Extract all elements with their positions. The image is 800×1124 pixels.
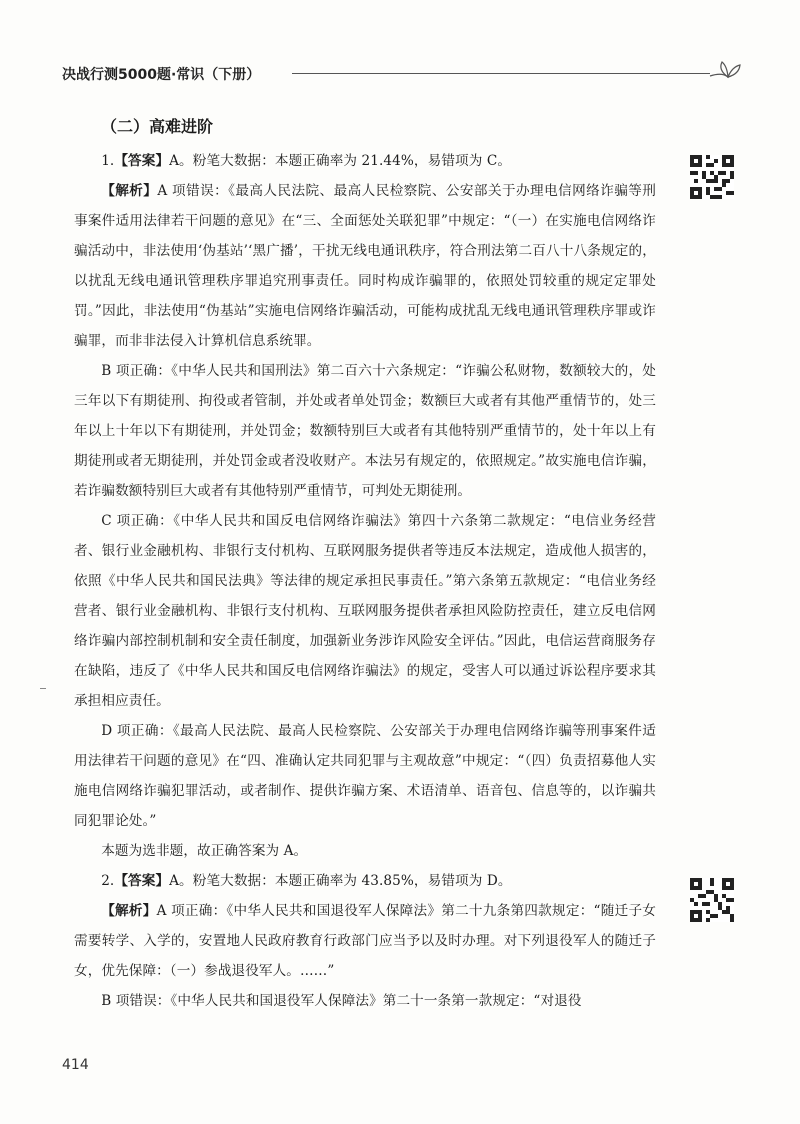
running-header — [60, 58, 750, 88]
q1-analysis-label: 【解析】 — [101, 183, 158, 199]
q1-answer-paragraph: 1.【答案】A。粉笔大数据：本题正确率为 21.44%，易错项为 C。 — [101, 153, 512, 169]
margin-mark — [40, 688, 46, 689]
q2-answer-label: 【答案】 — [114, 873, 170, 889]
header-title: 决战行测5000题·常识（下册） — [62, 67, 261, 83]
sprout-icon — [708, 58, 748, 84]
answer-content — [74, 146, 656, 1016]
q1-paragraph-b: B 项正确：《中华人民共和国刑法》第二百六十六条规定：“诈骗公私财物，数额较大的，处三年以下有期徒刑、拘役或者管制，并处或者单处罚金；数额巨大或者有其他严重情节的，处三年以上十年以下有期徒刑，并处罚金；数额特别巨大或者有其他特别严重情节的，处十年以上有期徒刑或者无期徒刑，并处罚金或者没收财产。本法另有规定的，依照规定。”故实施电信诈骗，若诈骗数额特别巨大或者有其他特别严重情节，可判处无期徒刑。 — [74, 363, 656, 499]
q2-answer-text: A。粉笔大数据：本题正确率为 43.85%，易错项为 D。 — [169, 873, 512, 889]
section-title: （二）高难进阶 — [101, 117, 214, 136]
qr-code-icon-q1[interactable] — [690, 155, 734, 199]
header-rule — [292, 73, 710, 74]
q1-conclusion: 本题为选非题，故正确答案为 A。 — [101, 843, 308, 859]
q1-answer-label: 【答案】 — [114, 153, 170, 169]
qr-code-icon-q2[interactable] — [690, 878, 734, 922]
page-number: 414 — [62, 1057, 89, 1073]
q2-paragraph-b: B 项错误：《中华人民共和国退役军人保障法》第二十一条第一款规定：“对退役 — [101, 993, 582, 1009]
q2-analysis-paragraph — [74, 896, 656, 986]
q2-answer-paragraph: 2.【答案】A。粉笔大数据：本题正确率为 43.85%，易错项为 D。 — [101, 873, 512, 889]
q1-paragraph-d: D 项正确：《最高人民法院、最高人民检察院、公安部关于办理电信网络诈骗等刑事案件适用法律若干问题的意见》在“四、准确认定共同犯罪与主观故意”中规定：“（四）负责招募他人实施电信网络诈骗犯罪活动，或者制作、提供诈骗方案、术语清单、语音包、信息等的，以诈骗共同犯罪论处。” — [74, 723, 656, 829]
q1-answer-text: A。粉笔大数据：本题正确率为 21.44%，易错项为 C。 — [169, 153, 512, 169]
q1-analysis-paragraph — [74, 176, 656, 356]
q2-analysis-label: 【解析】 — [101, 903, 157, 919]
q2-analysis-a: A 项正确：《中华人民共和国退役军人保障法》第二十九条第四款规定：“随迁子女需要转学、入学的，安置地人民政府教育行政部门应当予以及时办理。对下列退役军人的随迁子女，优先保障：（一）参战退役军人。……” — [74, 903, 656, 979]
q1-analysis-a: A 项错误：《最高人民法院、最高人民检察院、公安部关于办理电信网络诈骗等刑事案件适用法律若干问题的意见》在“三、全面惩处关联犯罪”中规定：“（一）在实施电信网络诈骗活动中，非法使用‘伪基站’‘黑广播’，干扰无线电通讯秩序，符合刑法第二百八十八条规定的，以扰乱无线电通讯管理秩序罪追究刑事责任。同时构成诈骗罪的，依照处罚较重的规定定罪处罚。”因此，非法使用“伪基站”实施电信网络诈骗活动，可能构成扰乱无线电通讯管理秩序罪或诈骗罪，而非非法侵入计算机信息系统罪。 — [74, 183, 656, 349]
q1-paragraph-c: C 项正确：《中华人民共和国反电信网络诈骗法》第四十六条第二款规定：“电信业务经营者、银行业金融机构、非银行支付机构、互联网服务提供者等违反本法规定，造成他人损害的，依照《中华人民共和国民法典》等法律的规定承担民事责任。”第六条第五款规定：“电信业务经营者、银行业金融机构、非银行支付机构、互联网服务提供者承担风险防控责任，建立反电信网络诈骗内部控制机制和安全责任制度，加强新业务涉诈风险安全评估。”因此，电信运营商服务存在缺陷，违反了《中华人民共和国反电信网络诈骗法》的规定，受害人可以通过诉讼程序要求其承担相应责任。 — [74, 513, 656, 709]
